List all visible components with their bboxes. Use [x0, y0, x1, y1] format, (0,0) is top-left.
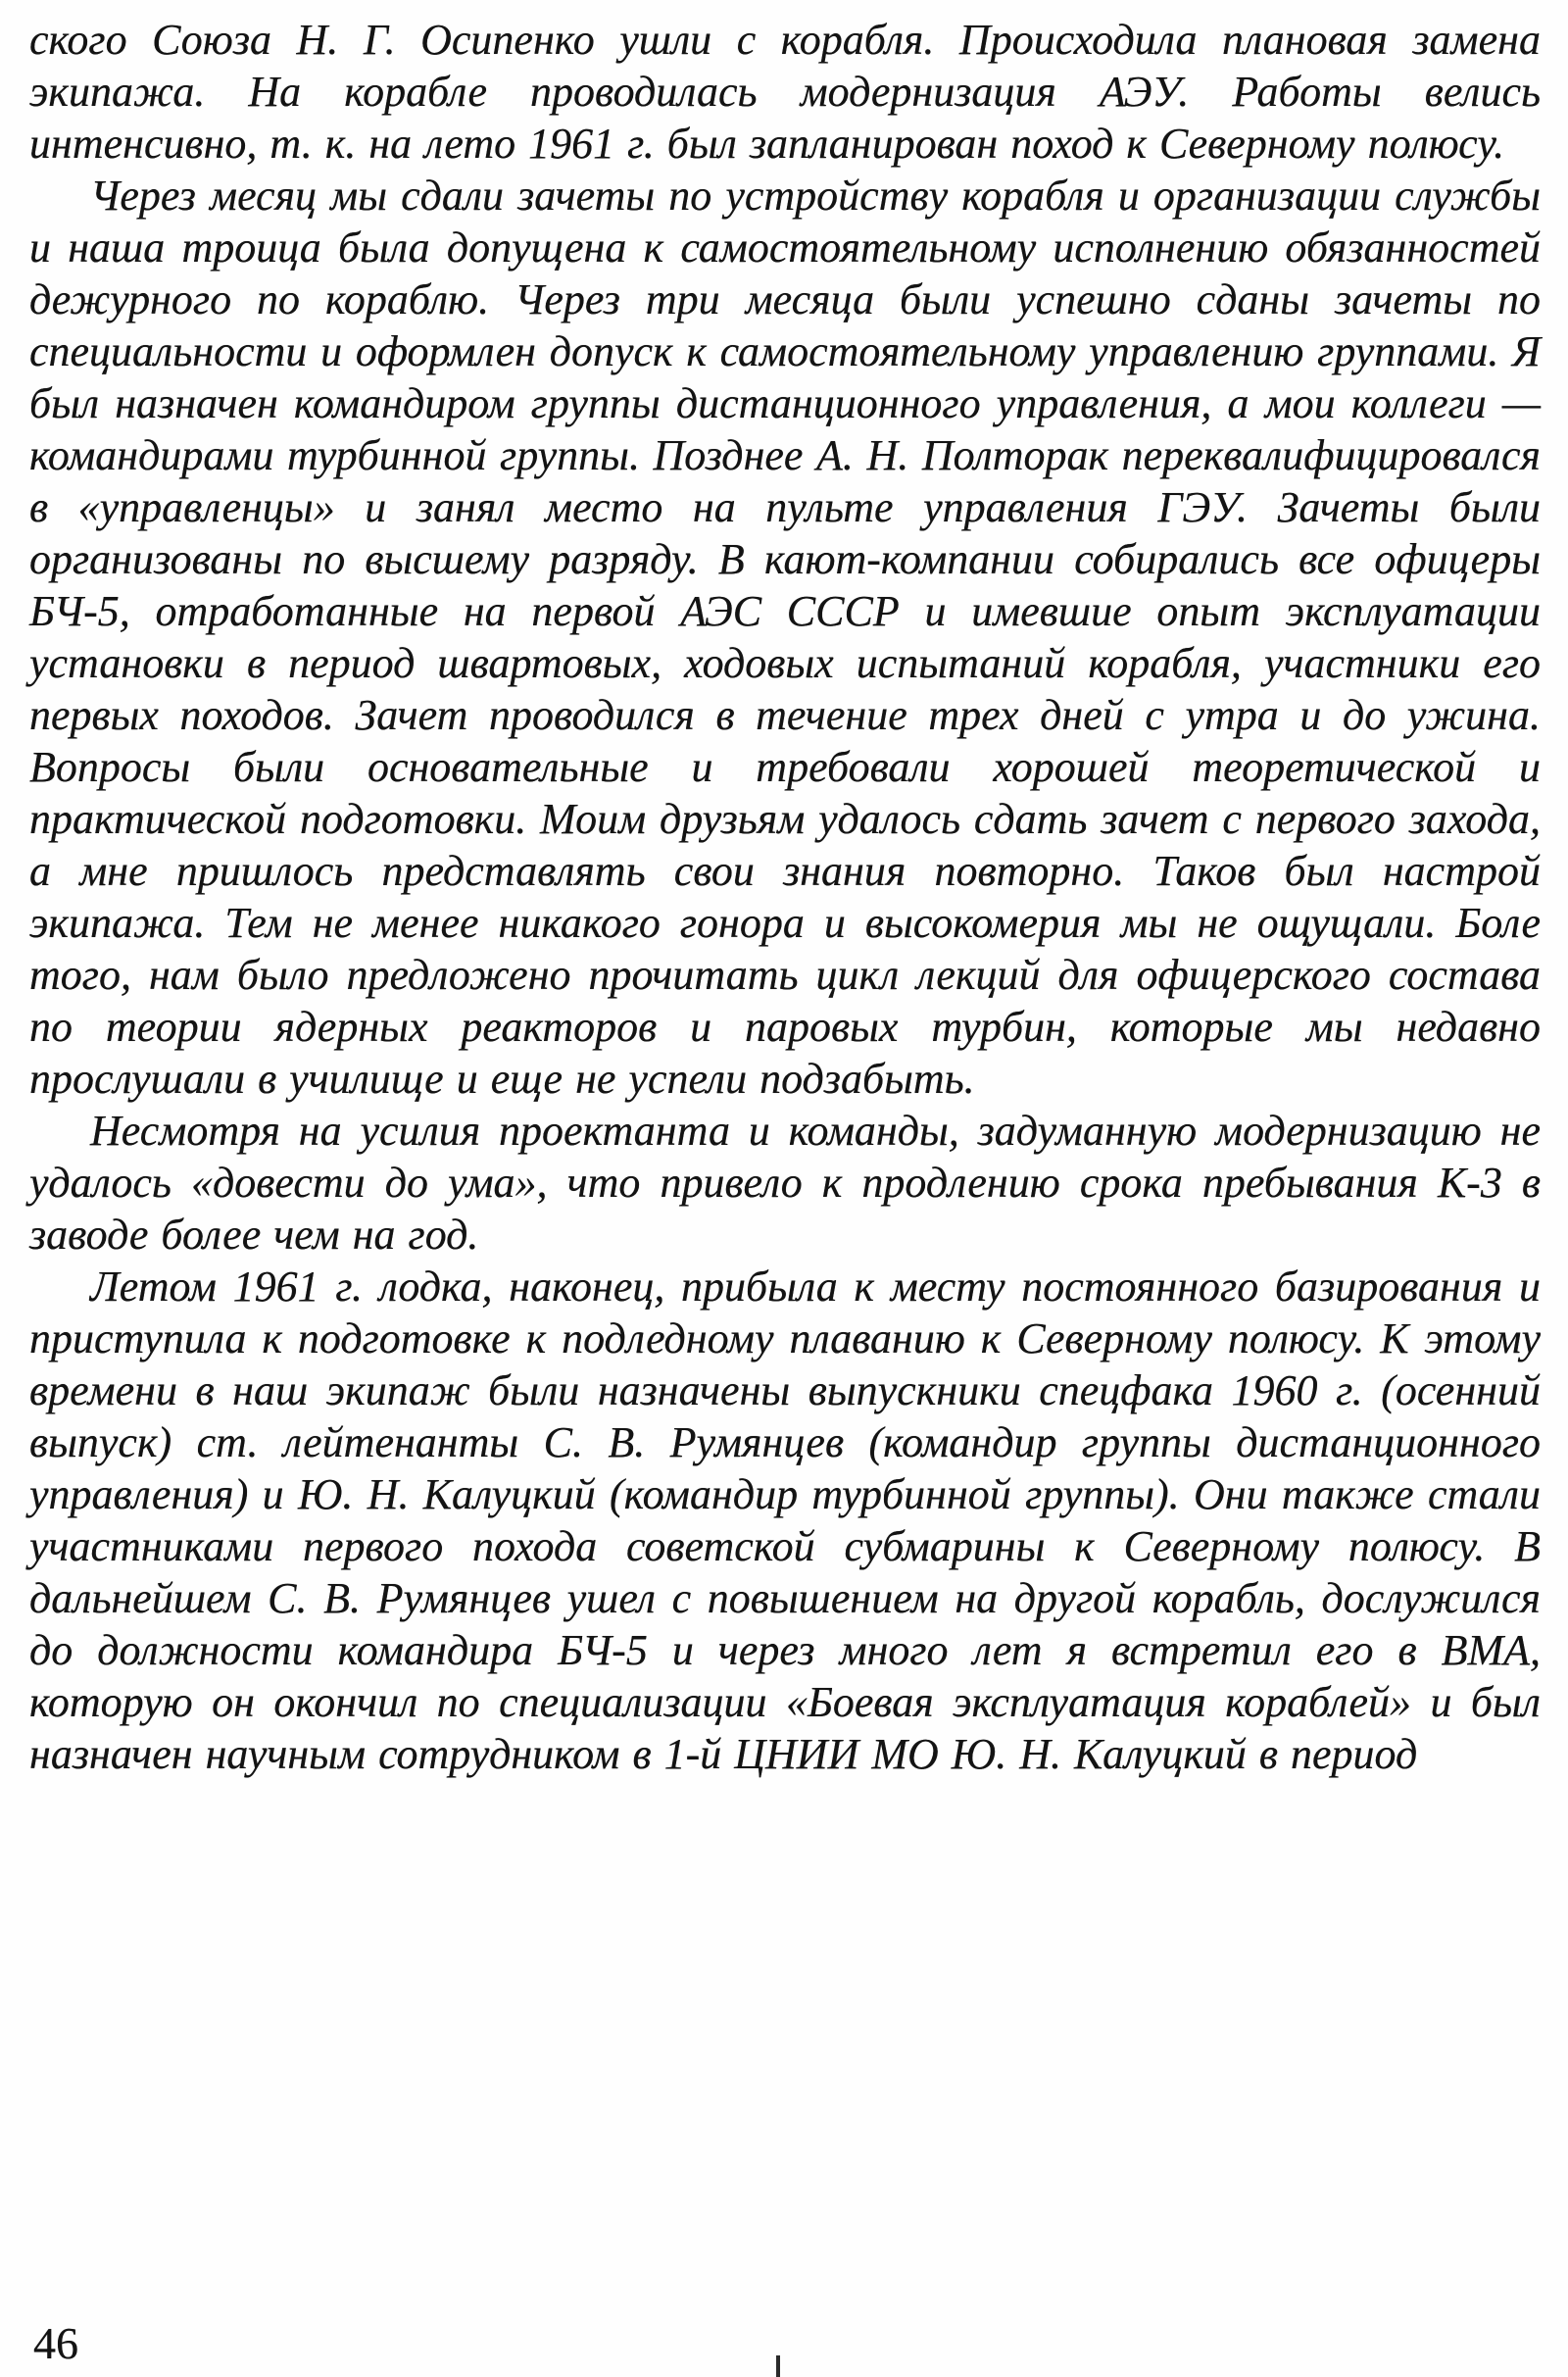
paragraph: Через месяц мы сдали зачеты по устройству корабля и организации службы и наша троица была допущена к самостоятельному исполнению обязанностей дежурного по кораблю. Через три месяца были успешно сданы зачеты по специальности и оформлен допуск к самостоятельному управлению группами. Я был назначен командиром группы дистанционного управления, а мои коллеги — командирами турбинной группы. Позднее А. Н. Полторак переквалифицировался в «управленцы» и занял место на пульте управления ГЭУ. Зачеты были организованы по высшему разряду. В кают-компании собирались все офицеры БЧ-5, отработанные на первой АЭС СССР и имевшие опыт эксплуатации установки в период швартовых, ходовых испытаний корабля, участники его первых походов. Зачет проводился в течение трех дней с утра и до ужина. Вопросы были основательные и требовали хорошей теоретической и практической подготовки. Моим друзьям удалось сдать зачет с первого захода, а мне пришлось представлять свои знания повторно. Таков был настрой экипажа. Тем не менее никакого гонора и высокомерия мы не ощущали. Боле того, нам было предложено прочитать цикл лекций для офицерского состава по теории ядерных реакторов и паровых турбин, которые мы недавно прослушали в училище и еще не успели подзабыть.	[29, 172, 1541, 1103]
text-block	[29, 14, 1541, 1780]
page-number: 46	[33, 2318, 78, 2368]
binding-mark	[776, 2355, 780, 2377]
paragraph: Летом 1961 г. лодка, наконец, прибыла к месту постоянного базирования и приступила к подготовке к подледному плаванию к Северному полюсу. К этому времени в наш экипаж были назначены выпускники спецфака 1960 г. (осенний выпуск) ст. лейтенанты С. В. Румянцев (командир группы дистанционного управления) и Ю. Н. Калуцкий (командир турбинной группы). Они также стали участниками первого похода советской субмарины к Северному полюсу. В дальнейшем С. В. Румянцев ушел с повышением на другой корабль, дослужился до должности командира БЧ-5 и через много лет я встретил его в ВМА, которую он окончил по специализации «Боевая эксплуатация кораблей» и был назначен научным сотрудником в 1-й ЦНИИ МО Ю. Н. Калуцкий в период	[29, 1263, 1541, 1778]
paragraph: ского Союза Н. Г. Осипенко ушли с корабля. Происходила плановая замена экипажа. На корабле проводилась модернизация АЭУ. Работы велись интенсивно, т. к. на лето 1961 г. был запланирован поход к Северному полюсу.	[29, 16, 1541, 168]
paragraph: Несмотря на усилия проектанта и команды, задуманную модернизацию не удалось «довести до ума», что привело к продлению срока пребывания К-3 в заводе более чем на год.	[29, 1107, 1541, 1259]
